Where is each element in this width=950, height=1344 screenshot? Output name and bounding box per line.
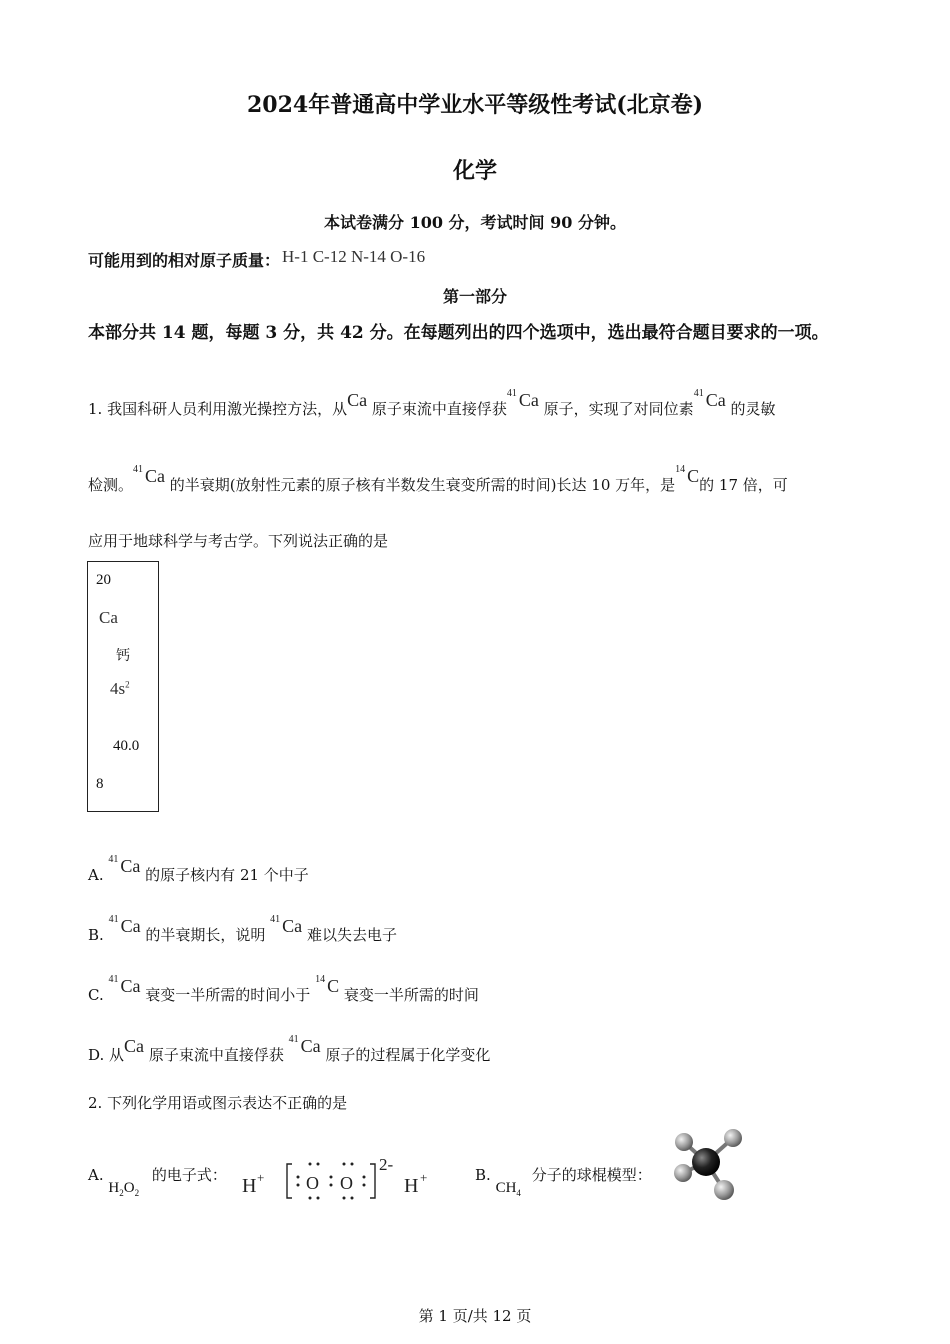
ch4-ball-stick-model (668, 1126, 750, 1204)
q1-line-2 (88, 464, 788, 495)
isotope-ca: Ca (347, 390, 368, 410)
element-symbol: Ca (99, 608, 118, 627)
q2-option-a: A. $H_2O_2$ 的电子式： (88, 1166, 227, 1198)
q1-option-c: C. $^{41}$ Ca 衰变一半所需的时间小于 $^{14}$ C 衰变一半所需的时间 (88, 974, 479, 1004)
q1-option-b: B. $^{41}$ Ca 的半衰期长，说明 $^{41}$ Ca 难以失去电子 (88, 914, 397, 944)
hydrogen-atom (675, 1133, 693, 1151)
part-instructions: 本部分共 14 题，每题 3 分，共 42 分。在每题列出的四个选项中，选出最符合题目要求的一项。 (88, 323, 829, 343)
isotope-ca41: $^{41}$ Ca (693, 388, 726, 410)
h2o2-formula: $H_2O_2$ (108, 1180, 140, 1198)
q1-text-7: 的 17 倍，可 (699, 476, 788, 494)
element-atomic-number: 20 (96, 572, 111, 588)
q1-line-3: 应用于地球科学与考古学。下列说法正确的是 (88, 532, 389, 550)
q1-option-a: A. $^{41}$ Ca 的原子核内有 21 个中子 (88, 854, 309, 884)
atomic-mass-values: H-1 C-12 N-14 O-16 (282, 247, 426, 266)
q1-text-2: 原子束流中直接俘获 (371, 400, 507, 418)
subject-title: 化学 (452, 158, 497, 184)
bracket-right (370, 1164, 375, 1198)
q1-line-1 (88, 388, 776, 419)
page-footer: 第 1 页/共 12 页 (418, 1307, 532, 1325)
hydrogen-atom (714, 1180, 734, 1200)
h2o2-electron-formula (240, 1152, 440, 1206)
eq-o-1: O (306, 1173, 319, 1193)
hydrogen-atom (674, 1164, 692, 1182)
isotope-ca41: $^{41}$ Ca (108, 974, 141, 996)
q2-stem: 2. 下列化学用语或图示表达不正确的是 (88, 1094, 348, 1112)
atomic-mass-label: 可能用到的相对原子质量： (88, 251, 281, 270)
element-mass-tail: 8 (96, 776, 104, 792)
q1-text-5: 检测。 (88, 476, 134, 494)
q1-text-3: 原子，实现了对同位素 (543, 400, 694, 418)
eq-plus-left: + (257, 1170, 265, 1185)
part-heading: 第一部分 (442, 287, 507, 306)
isotope-ca41: $^{41}$ Ca (108, 914, 141, 936)
isotope-ca41: $^{41}$ Ca (506, 388, 539, 410)
isotope-ca41: $^{41}$ Ca (108, 854, 141, 876)
q1-text-1: 1. 我国科研人员利用激光操控方法，从 (88, 400, 348, 418)
bracket-left (287, 1164, 292, 1198)
q1-text-4: 的灵敏 (730, 400, 776, 418)
exam-title: 2024年普通高中学业水平等级性考试(北京卷) (246, 92, 704, 118)
eq-h-left: H (242, 1175, 257, 1197)
element-mass: 40.0 (113, 738, 140, 754)
isotope-ca: Ca (124, 1036, 145, 1056)
eq-plus-right: + (420, 1170, 428, 1185)
q1-text-6: 的半衰期(放射性元素的原子核有半数发生衰变所需的时间)长达 10 万年，是 (169, 476, 676, 494)
isotope-ca41: $^{41}$ Ca (133, 464, 166, 486)
q2-option-b: B. $CH_4$ 分子的球棍模型： (475, 1166, 652, 1198)
isotope-c14: $^{14}$ C (315, 974, 340, 996)
isotope-ca41: $^{41}$ Ca (270, 914, 303, 936)
eq-charge: 2- (379, 1155, 394, 1174)
element-card-calcium (87, 561, 159, 812)
isotope-c14: $^{14}$ C (675, 464, 700, 486)
eq-h-right: H (404, 1175, 419, 1197)
ch4-formula: $CH_4$ (495, 1180, 521, 1198)
carbon-atom (692, 1148, 720, 1176)
element-config: $4s^2$ (110, 679, 130, 698)
eq-o-2: O (340, 1173, 353, 1193)
hydrogen-atom (724, 1129, 742, 1147)
exam-note: 本试卷满分 100 分，考试时间 90 分钟。 (324, 213, 626, 232)
element-name: 钙 (116, 648, 130, 664)
q1-option-d: D. 从Ca 原子束流中直接俘获 $^{41}$ Ca 原子的过程属于化学变化 (88, 1034, 491, 1064)
isotope-ca41: $^{41}$ Ca (288, 1034, 321, 1056)
atomic-mass-line (88, 248, 425, 271)
